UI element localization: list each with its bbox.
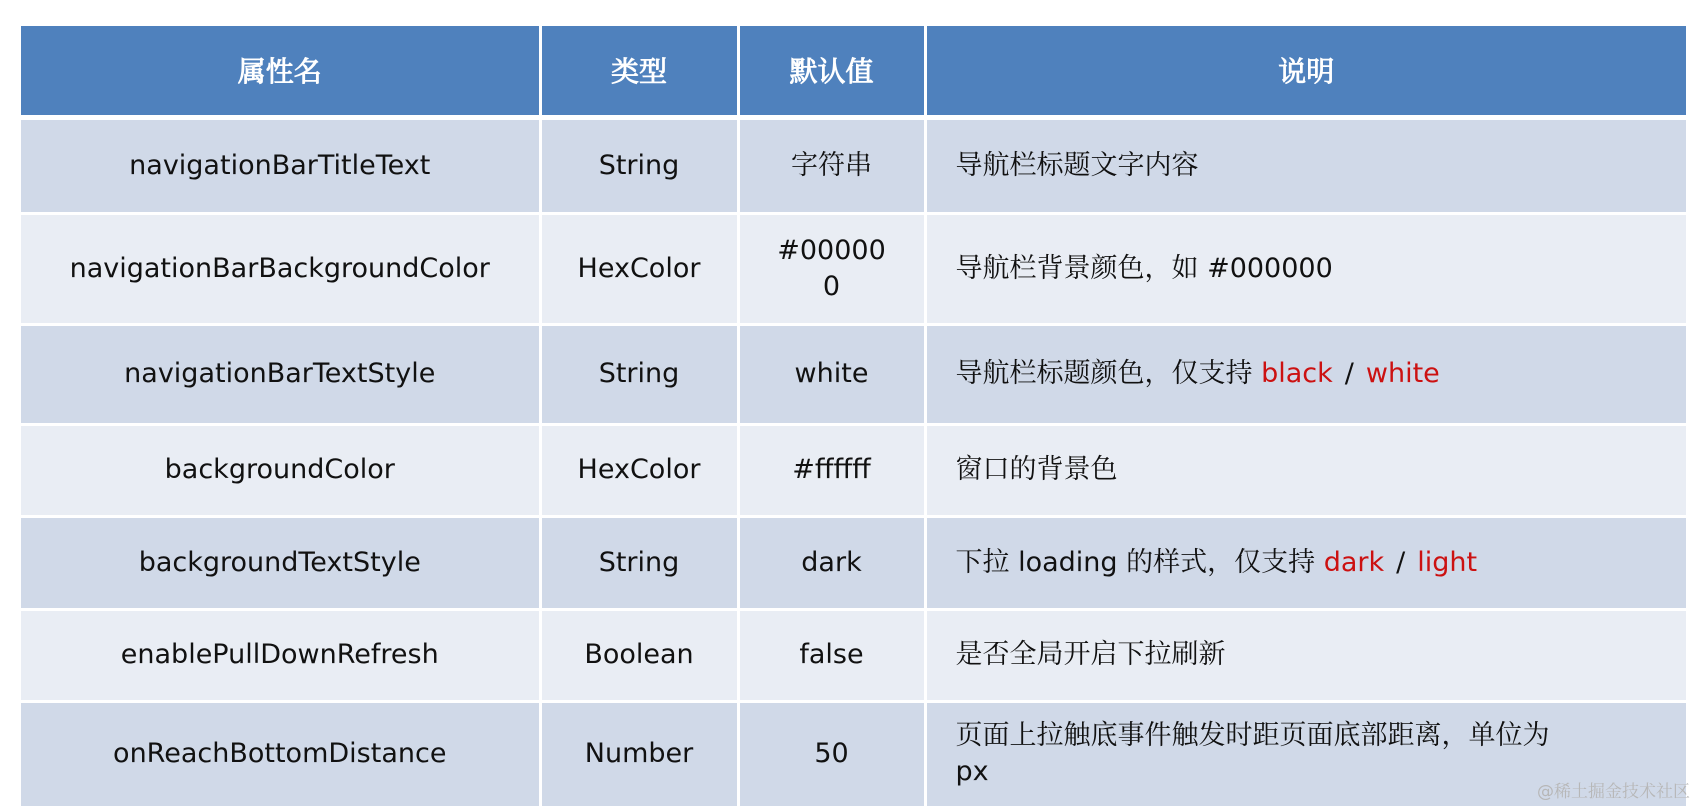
properties-table-wrapper <box>21 26 1686 809</box>
description-line1: 页面上拉触底事件触发时距页面底部距离，单位为 <box>955 720 1550 751</box>
option-separator: / <box>1344 358 1354 389</box>
properties-table <box>21 26 1686 809</box>
cell-type: String <box>540 516 738 609</box>
cell-default: dark <box>738 516 925 609</box>
cell-type: Number <box>540 701 738 807</box>
cell-name: navigationBarTitleText <box>21 117 540 213</box>
table-row <box>21 609 1686 701</box>
cell-default: white <box>738 324 925 424</box>
cell-default: false <box>738 609 925 701</box>
header-name: 属性名 <box>21 26 540 117</box>
header-description: 说明 <box>925 26 1686 117</box>
cell-description: 导航栏背景颜色，如 #000000 <box>925 213 1686 324</box>
cell-default: #ffffff <box>738 424 925 516</box>
description-line2: px <box>955 756 989 787</box>
cell-description: 导航栏标题文字内容 <box>925 117 1686 213</box>
cell-type: Boolean <box>540 609 738 701</box>
option-separator: / <box>1396 546 1406 578</box>
header-type: 类型 <box>540 26 738 117</box>
cell-default: 50 <box>738 701 925 807</box>
option-light: light <box>1417 546 1478 578</box>
cell-name: navigationBarBackgroundColor <box>21 213 540 324</box>
table-row <box>21 324 1686 424</box>
cell-description: 是否全局开启下拉刷新 <box>925 609 1686 701</box>
cell-type: HexColor <box>540 424 738 516</box>
option-white: white <box>1365 358 1440 389</box>
cell-type: String <box>540 117 738 213</box>
cell-default <box>738 213 925 324</box>
description-prefix: 下拉 loading 的样式，仅支持 <box>955 546 1324 578</box>
cell-default: 字符串 <box>738 117 925 213</box>
cell-name: backgroundColor <box>21 424 540 516</box>
cell-default-line1: #00000 <box>777 234 886 266</box>
cell-description <box>925 324 1686 424</box>
table-row <box>21 213 1686 324</box>
cell-name: onReachBottomDistance <box>21 701 540 807</box>
table-header-row <box>21 26 1686 117</box>
header-default: 默认值 <box>738 26 925 117</box>
table-row <box>21 701 1686 807</box>
option-black: black <box>1261 358 1333 389</box>
table-row <box>21 117 1686 213</box>
table-row <box>21 516 1686 609</box>
cell-description: 窗口的背景色 <box>925 424 1686 516</box>
cell-name: navigationBarTextStyle <box>21 324 540 424</box>
description-prefix: 导航栏标题颜色，仅支持 <box>955 358 1262 389</box>
option-dark: dark <box>1323 546 1385 578</box>
watermark: @稀土掘金技术社区 <box>1537 782 1690 802</box>
cell-type: String <box>540 324 738 424</box>
cell-default-line2: 0 <box>822 270 841 302</box>
cell-name: enablePullDownRefresh <box>21 609 540 701</box>
table-row <box>21 424 1686 516</box>
cell-description <box>925 516 1686 609</box>
cell-name: backgroundTextStyle <box>21 516 540 609</box>
cell-type: HexColor <box>540 213 738 324</box>
